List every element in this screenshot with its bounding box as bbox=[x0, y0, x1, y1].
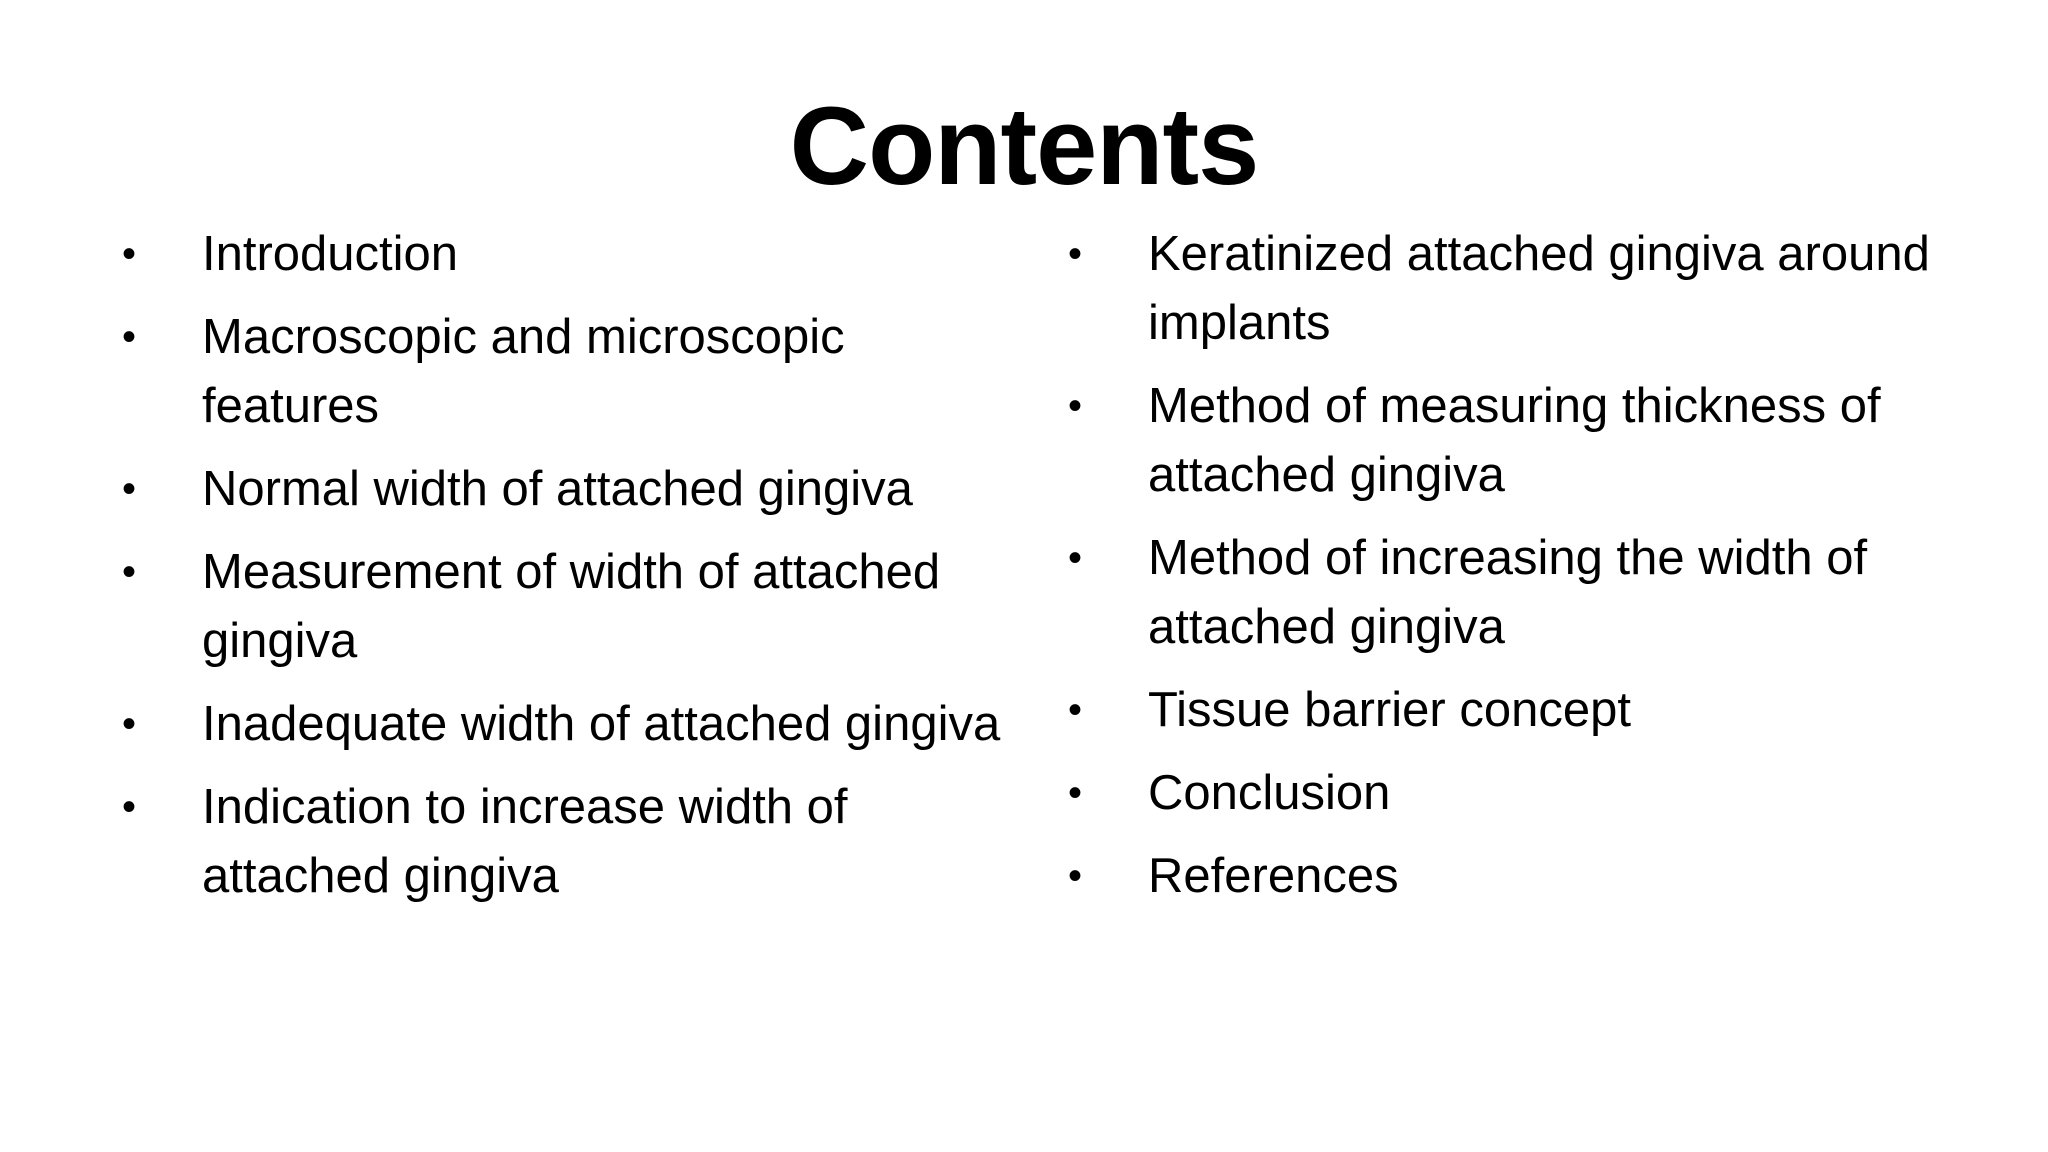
bullet-icon: • bbox=[1068, 771, 1083, 815]
bullet-icon: • bbox=[122, 232, 137, 276]
list-item bbox=[1068, 676, 1948, 745]
list-item-text: References bbox=[1148, 849, 1399, 903]
list-item bbox=[1068, 759, 1948, 828]
list-item-text: Macroscopic and microscopic features bbox=[202, 310, 845, 433]
bullet-icon: • bbox=[1068, 232, 1083, 276]
list-item bbox=[122, 220, 1002, 289]
list-item bbox=[1068, 220, 1948, 358]
bullet-icon: • bbox=[122, 315, 137, 359]
list-item-text: Normal width of attached gingiva bbox=[202, 462, 913, 516]
bullet-icon: • bbox=[1068, 536, 1083, 580]
list-item-text: Measurement of width of attached gingiva bbox=[202, 545, 941, 668]
list-item bbox=[122, 538, 1002, 676]
bullet-icon: • bbox=[1068, 854, 1083, 898]
list-item-text: Inadequate width of attached gingiva bbox=[202, 697, 1001, 751]
list-item bbox=[1068, 524, 1948, 662]
list-item bbox=[122, 303, 1002, 441]
contents-list-left bbox=[122, 220, 1002, 925]
list-item bbox=[122, 455, 1002, 524]
bullet-icon: • bbox=[1068, 688, 1083, 732]
list-item-text: Keratinized attached gingiva around implants bbox=[1148, 227, 1930, 350]
list-item-text: Method of measuring thickness of attached gingiva bbox=[1148, 379, 1881, 502]
bullet-icon: • bbox=[122, 467, 137, 511]
list-item-text: Method of increasing the width of attached gingiva bbox=[1148, 531, 1868, 654]
list-item-text: Introduction bbox=[202, 227, 459, 281]
bullet-icon: • bbox=[122, 550, 137, 594]
list-item bbox=[1068, 842, 1948, 911]
contents-list-right bbox=[1068, 220, 1948, 925]
list-item bbox=[122, 690, 1002, 759]
list-item-text: Conclusion bbox=[1148, 766, 1391, 820]
bullet-icon: • bbox=[1068, 384, 1083, 428]
bullet-icon: • bbox=[122, 785, 137, 829]
list-item bbox=[122, 773, 1002, 911]
bullet-icon: • bbox=[122, 702, 137, 746]
list-item-text: Tissue barrier concept bbox=[1148, 683, 1631, 737]
slide-title: Contents bbox=[789, 85, 1259, 208]
list-item-text: Indication to increase width of attached gingiva bbox=[202, 780, 848, 903]
list-item bbox=[1068, 372, 1948, 510]
